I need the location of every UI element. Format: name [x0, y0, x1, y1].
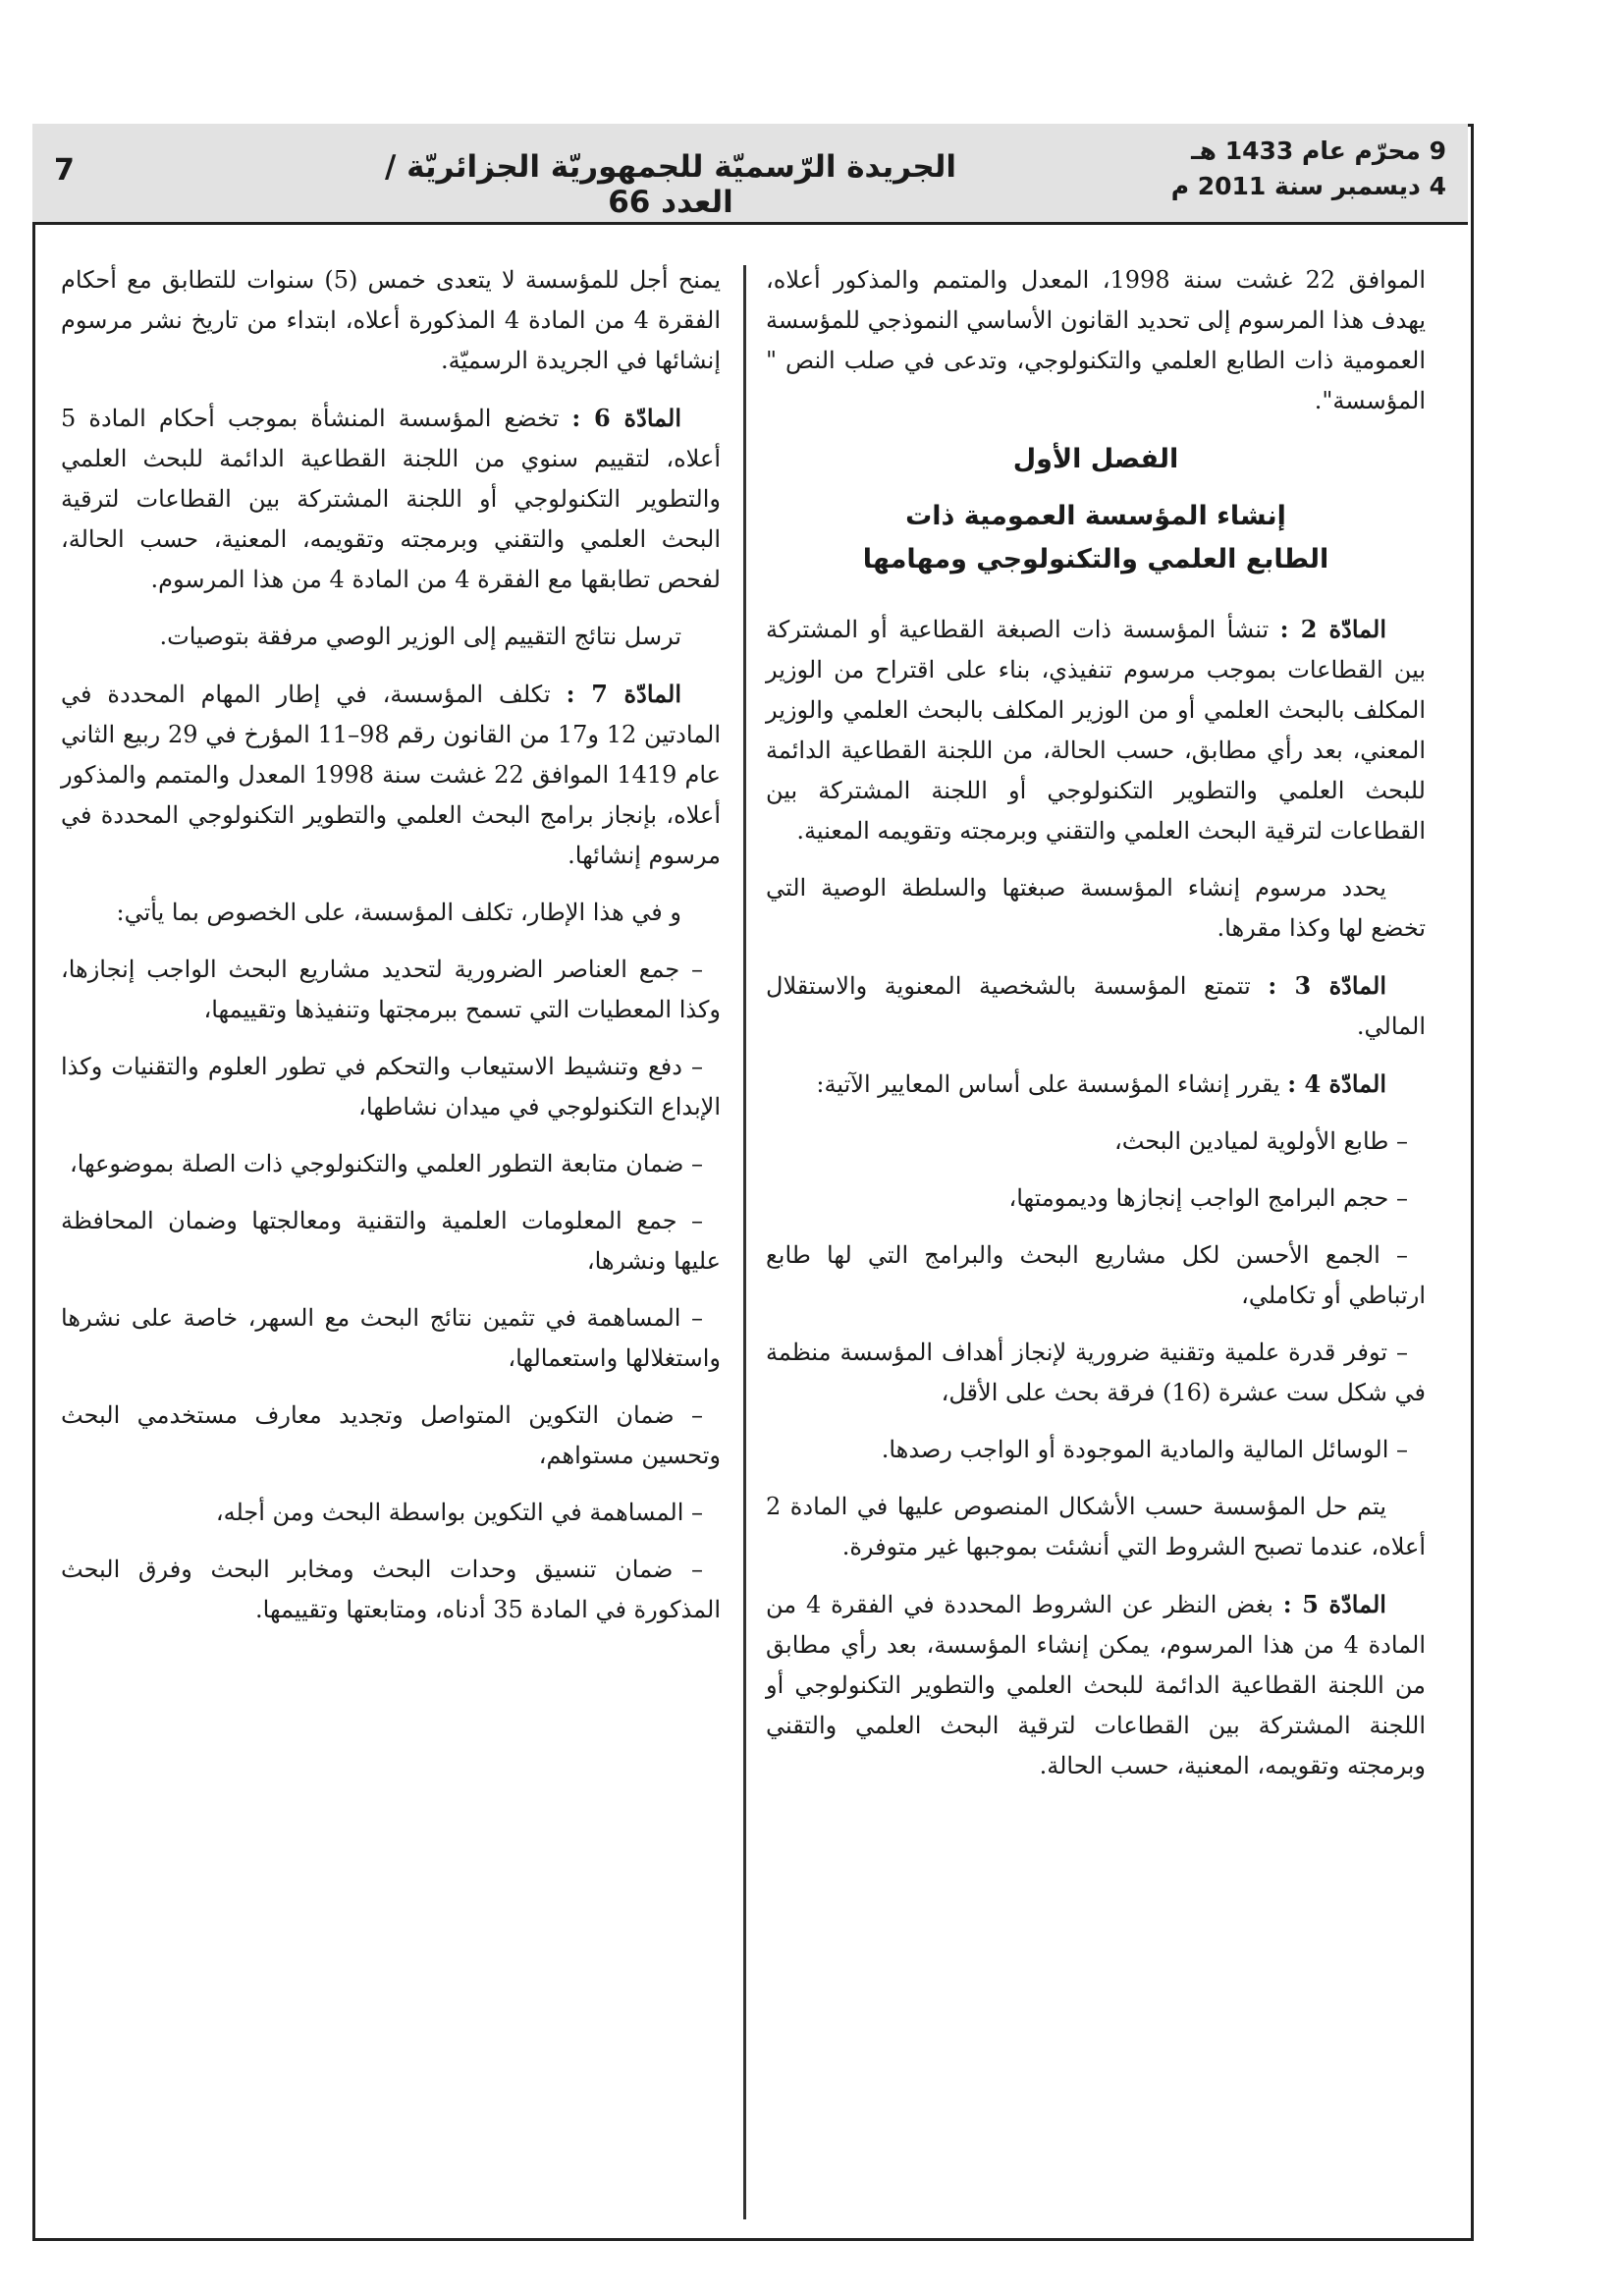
article-7 [61, 674, 721, 876]
article-7-paragraph-2: و في هذا الإطار، تكلف المؤسسة، على الخصوص بما يأتي: [116, 899, 681, 926]
list-item: – جمع العناصر الضرورية لتحديد مشاريع البحث الواجب إنجازها، وكذا المعطيات التي تسمح ببرمجتها وتنفيذها وتقييمها، [61, 956, 721, 1023]
list-item: – الوسائل المالية والمادية الموجودة أو الواجب رصدها. [881, 1436, 1408, 1463]
article-label: المادّة 4 : [1287, 1069, 1386, 1098]
list-item: – توفر قدرة علمية وتقنية ضرورية لإنجاز أهداف المؤسسة منظمة في شكل ست عشرة (16) فرقة بحث على الأقل، [766, 1339, 1426, 1406]
article-2-paragraph-2: يحدد مرسوم إنشاء المؤسسة صبغتها والسلطة الوصية التي تخضع لها وكذا مقرها. [766, 874, 1426, 942]
article-2 [766, 609, 1426, 851]
article-text: بغض النظر عن الشروط المحددة في الفقرة 4 من المادة 4 من هذا المرسوم، يمكن إنشاء المؤسسة، بعد رأي مطابق من اللجنة القطاعية الدائمة للبحث العلمي والتطوير التكنولوجي أو اللجنة المشتركة بين القطاعات لترقية البحث العلمي والتقني وبرمجته وتقويمه، المعنية، حسب الحالة. [766, 1591, 1426, 1779]
article-text: تنشأ المؤسسة ذات الصبغة القطاعية أو المشتركة بين القطاعات بموجب مرسوم تنفيذي، بناء على اقتراح من الوزير المكلف بالبحث العلمي أو من الوزير المكلف بالبحث العلمي والوزير المعني، بعد رأي مطابق، حسب الحالة، من اللجنة القطاعية الدائمة للبحث العلمي والتطوير التكنولوجي أو اللجنة المشتركة بين القطاعات لترقية البحث العلمي والتقني وبرمجته وتقويمه المعنية. [766, 616, 1426, 845]
article-6 [61, 398, 721, 600]
right-column [766, 260, 1426, 1803]
date-gregorian: 4 ديسمبر سنة 2011 م [1170, 172, 1446, 200]
article-4-paragraph-2: يتم حل المؤسسة حسب الأشكال المنصوص عليها في المادة 2 أعلاه، عندما تصبح الشروط التي أنشئت بموجبها غير متوفرة. [766, 1493, 1426, 1560]
article-label: المادّة 5 : [1282, 1590, 1386, 1618]
chapter-title-line-2: الطابع العلمي والتكنولوجي ومهامها [862, 544, 1329, 574]
list-item: – طابع الأولوية لميادين البحث، [1114, 1127, 1408, 1155]
list-item: – المساهمة في التكوين بواسطة البحث ومن أجله، [215, 1499, 703, 1526]
article-label: المادّة 6 : [571, 404, 681, 432]
list-item: – دفع وتنشيط الاستيعاب والتحكم في تطور العلوم والتقنيات وكذا الإبداع التكنولوجي في ميدان نشاطها، [61, 1053, 721, 1121]
article-label: المادّة 2 : [1279, 615, 1386, 643]
article-text: يقرر إنشاء المؤسسة على أساس المعايير الآتية: [816, 1070, 1288, 1098]
list-item: – المساهمة في تثمين نتائج البحث مع السهر، خاصة على نشرها واستغلالها واستعمالها، [61, 1304, 721, 1372]
list-item: – ضمان التكوين المتواصل وتجديد معارف مستخدمي البحث وتحسين مستواهم، [61, 1401, 721, 1469]
chapter-heading: الفصل الأول [1012, 444, 1179, 474]
intro-paragraph: الموافق 22 غشت سنة 1998، المعدل والمتمم والمذكور أعلاه، يهدف هذا المرسوم إلى تحديد القانون الأساسي النموذجي للمؤسسة العمومية ذات الطابع العلمي والتكنولوجي، وتدعى في صلب النص " المؤسسة". [766, 266, 1426, 414]
left-column [61, 260, 721, 1647]
article-label: المادّة 7 : [566, 680, 681, 708]
column-divider [743, 265, 746, 2219]
issue-date [1171, 134, 1446, 204]
list-item: – ضمان متابعة التطور العلمي والتكنولوجي ذات الصلة بموضوعها، [69, 1150, 703, 1177]
article-5-continuation: يمنح أجل للمؤسسة لا يتعدى خمس (5) سنوات للتطابق مع أحكام الفقرة 4 من المادة 4 المذكورة أعلاه، ابتداء من تاريخ نشر مرسوم إنشائها في الجريدة الرسميّة. [61, 266, 721, 374]
article-text: تخضع المؤسسة المنشأة بموجب أحكام المادة 5 أعلاه، لتقييم سنوي من اللجنة القطاعية الدائمة للبحث العلمي والتطوير التكنولوجي أو اللجنة المشتركة بين القطاعات لترقية البحث العلمي والتقني وبرمجته وتقويمه، المعنية، حسب الحالة، لفحص تطابقها مع الفقرة 4 من المادة 4 من هذا المرسوم. [61, 405, 721, 593]
date-hijri: 9 محرّم عام 1433 هـ [1191, 137, 1446, 165]
page-number: 7 [54, 153, 75, 188]
article-6-paragraph-2: ترسل نتائج التقييم إلى الوزير الوصي مرفقة بتوصيات. [159, 623, 681, 650]
article-label: المادّة 3 : [1268, 971, 1386, 1000]
chapter-title-line-1: إنشاء المؤسسة العمومية ذات [905, 501, 1286, 531]
gazette-title: الجريدة الرّسميّة للجمهوريّة الجزائريّة / العدد 66 [385, 149, 956, 220]
list-item: – جمع المعلومات العلمية والتقنية ومعالجتها وضمان المحافظة عليها ونشرها، [61, 1207, 721, 1275]
list-item: – حجم البرامج الواجب إنجازها وديمومتها، [1008, 1184, 1408, 1212]
list-item: – الجمع الأحسن لكل مشاريع البحث والبرامج التي لها طابع ارتباطي أو تكاملي، [766, 1241, 1426, 1309]
article-text: تتمتع المؤسسة بالشخصية المعنوية والاستقلال المالي. [766, 972, 1426, 1040]
page-header [32, 124, 1468, 225]
list-item: – ضمان تنسيق وحدات البحث ومخابر البحث وفرق البحث المذكورة في المادة 35 أدناه، ومتابعتها وتقييمها. [61, 1556, 721, 1623]
article-3 [766, 965, 1426, 1047]
article-5 [766, 1584, 1426, 1786]
article-4 [766, 1064, 1426, 1105]
article-text: تكلف المؤسسة، في إطار المهام المحددة في المادتين 12 و17 من القانون رقم 98–11 المؤرخ في 29 ربيع الثاني عام 1419 الموافق 22 غشت سنة 1998 المعدل والمتمم والمذكور أعلاه، بإنجاز برامج البحث العلمي والتطوير التكنولوجي المحددة في مرسوم إنشائها. [61, 681, 722, 869]
